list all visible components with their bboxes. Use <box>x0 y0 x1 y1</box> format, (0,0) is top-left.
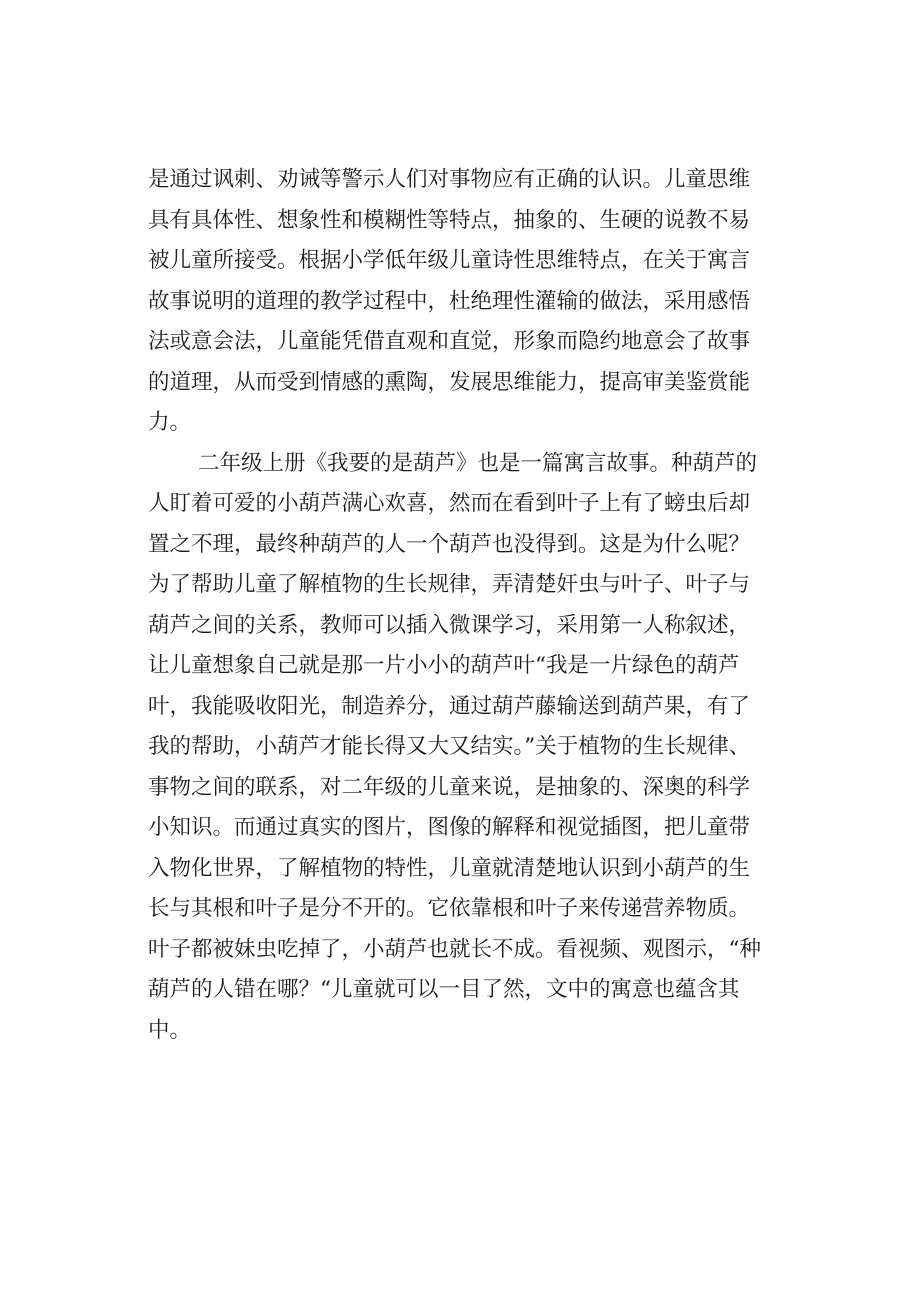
text-line: 入物化世界，了解植物的特性，儿童就清楚地认识到小葫芦的生 <box>148 855 751 881</box>
text-line: 中。 <box>148 1017 192 1043</box>
text-line: 具有具体性、想象性和模糊性等特点，抽象的、生硬的说教不易 <box>148 207 751 233</box>
text-line: 我的帮助，小葫芦才能长得又大又结实。”关于植物的生长规律、 <box>148 734 751 759</box>
text-line: 的道理，从而受到情感的熏陶，发展思维能力，提高审美鉴赏能 <box>148 369 751 395</box>
text-line: 故事说明的道理的教学过程中，杜绝理性灌输的做法，采用感悟 <box>148 288 751 314</box>
text-line: 人盯着可爱的小葫芦满心欢喜，然而在看到叶子上有了螃虫后却 <box>148 491 751 516</box>
text-line: 叶，我能吸收阳光，制造养分，通过葫芦藤输送到葫芦果，有了 <box>148 693 751 719</box>
text-line: 事物之间的联系，对二年级的儿童来说，是抽象的、深奥的科学 <box>148 774 751 800</box>
paragraph-2 <box>148 444 828 1052</box>
body-text <box>148 160 828 1051</box>
text-line: 力。 <box>148 410 192 435</box>
text-line: 是通过讽刺、劝诫等警示人们对事物应有正确的认识。儿童思维 <box>148 167 751 192</box>
text-line: 让儿童想象自己就是那一片小小的葫芦叶“我是一片绿色的葫芦 <box>148 653 740 678</box>
text-line: 被儿童所接受。根据小学低年级儿童诗性思维特点，在关于寓言 <box>148 248 751 273</box>
text-line: 叶子都被妹虫吃掉了，小葫芦也就长不成。看视频、观图示，“种 <box>148 936 761 962</box>
text-line: 葫芦的人错在哪？“儿童就可以一目了然，文中的寓意也蕴含其 <box>148 977 740 1002</box>
text-line-indented: 二年级上册《我要的是葫芦》也是一篇寓言故事。种葫芦的 <box>198 450 758 476</box>
text-line: 法或意会法，儿童能凭借直观和直觉，形象而隐约地意会了故事 <box>148 329 751 354</box>
text-line: 置之不理，最终种葫芦的人一个葫芦也没得到。这是为什么呢？ <box>148 531 751 557</box>
paragraph-1 <box>148 160 828 444</box>
text-line: 葫芦之间的关系，教师可以插入微课学习，采用第一人称叙述， <box>148 612 751 638</box>
text-line: 小知识。而通过真实的图片，图像的解释和视觉插图，把儿童带 <box>148 815 751 840</box>
text-line: 为了帮助儿童了解植物的生长规律，弄清楚奸虫与叶子、叶子与 <box>148 572 751 597</box>
text-line: 长与其根和叶子是分不开的。它依靠根和叶子来传递营养物质。 <box>148 896 751 921</box>
